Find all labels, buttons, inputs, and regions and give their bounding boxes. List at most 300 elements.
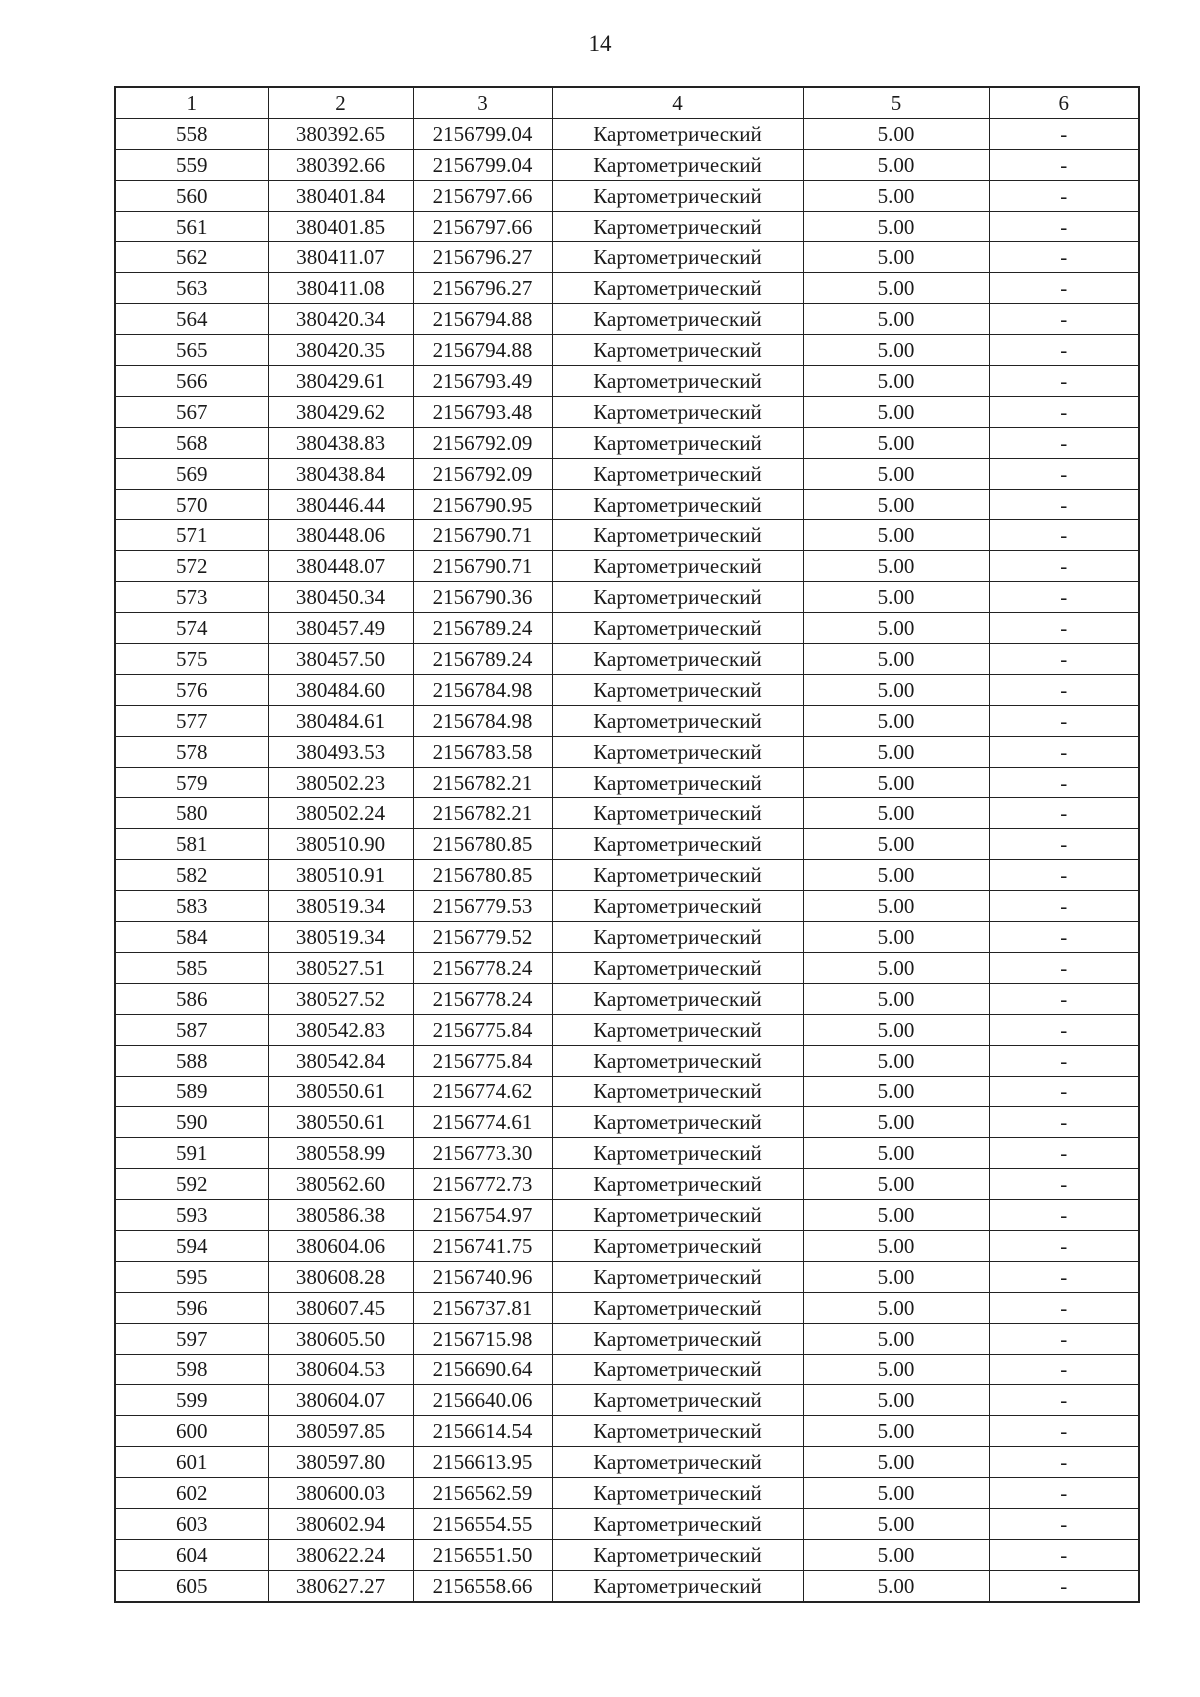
method-cell: Картометрический: [552, 767, 803, 798]
y-coordinate-cell: 2156789.24: [413, 644, 552, 675]
point-number-cell: 592: [115, 1169, 268, 1200]
point-number-cell: 576: [115, 674, 268, 705]
y-coordinate-cell: 2156793.49: [413, 366, 552, 397]
accuracy-cell: 5.00: [803, 427, 989, 458]
x-coordinate-cell: 380608.28: [268, 1261, 413, 1292]
y-coordinate-cell: 2156790.71: [413, 520, 552, 551]
y-coordinate-cell: 2156690.64: [413, 1354, 552, 1385]
y-coordinate-cell: 2156778.24: [413, 952, 552, 983]
y-coordinate-cell: 2156799.04: [413, 118, 552, 149]
method-cell: Картометрический: [552, 952, 803, 983]
x-coordinate-cell: 380604.06: [268, 1230, 413, 1261]
table-row: [115, 1169, 1139, 1200]
method-cell: Картометрический: [552, 489, 803, 520]
point-number-cell: 563: [115, 273, 268, 304]
table-body: [115, 118, 1139, 1601]
x-coordinate-cell: 380401.84: [268, 180, 413, 211]
accuracy-cell: 5.00: [803, 520, 989, 551]
table-row: [115, 1076, 1139, 1107]
point-number-cell: 567: [115, 396, 268, 427]
method-cell: Картометрический: [552, 1478, 803, 1509]
x-coordinate-cell: 380510.90: [268, 829, 413, 860]
y-coordinate-cell: 2156792.09: [413, 427, 552, 458]
point-number-cell: 597: [115, 1323, 268, 1354]
y-coordinate-cell: 2156613.95: [413, 1447, 552, 1478]
accuracy-cell: 5.00: [803, 118, 989, 149]
point-number-cell: 598: [115, 1354, 268, 1385]
method-cell: Картометрический: [552, 1539, 803, 1570]
table-row: [115, 1478, 1139, 1509]
method-cell: Картометрический: [552, 396, 803, 427]
x-coordinate-cell: 380622.24: [268, 1539, 413, 1570]
method-cell: Картометрический: [552, 458, 803, 489]
point-number-cell: 578: [115, 736, 268, 767]
description-cell: -: [989, 180, 1139, 211]
table-row: [115, 1045, 1139, 1076]
point-number-cell: 603: [115, 1508, 268, 1539]
accuracy-cell: 5.00: [803, 1570, 989, 1601]
description-cell: -: [989, 1200, 1139, 1231]
table-row: [115, 798, 1139, 829]
description-cell: -: [989, 613, 1139, 644]
point-number-cell: 586: [115, 983, 268, 1014]
y-coordinate-cell: 2156737.81: [413, 1292, 552, 1323]
accuracy-cell: 5.00: [803, 1014, 989, 1045]
x-coordinate-cell: 380420.35: [268, 335, 413, 366]
method-cell: Картометрический: [552, 983, 803, 1014]
coordinates-table: [114, 86, 1140, 1603]
point-number-cell: 570: [115, 489, 268, 520]
x-coordinate-cell: 380519.34: [268, 922, 413, 953]
column-header-1: 1: [115, 87, 268, 118]
x-coordinate-cell: 380429.62: [268, 396, 413, 427]
table-row: [115, 1508, 1139, 1539]
table-row: [115, 1014, 1139, 1045]
description-cell: -: [989, 458, 1139, 489]
accuracy-cell: 5.00: [803, 211, 989, 242]
column-header-5: 5: [803, 87, 989, 118]
table-row: [115, 1354, 1139, 1385]
y-coordinate-cell: 2156796.27: [413, 242, 552, 273]
table-row: [115, 1416, 1139, 1447]
y-coordinate-cell: 2156784.98: [413, 674, 552, 705]
table-row: [115, 1570, 1139, 1601]
method-cell: Картометрический: [552, 1138, 803, 1169]
point-number-cell: 585: [115, 952, 268, 983]
method-cell: Картометрический: [552, 1292, 803, 1323]
table-header: [115, 87, 1139, 118]
point-number-cell: 566: [115, 366, 268, 397]
table-row: [115, 1200, 1139, 1231]
y-coordinate-cell: 2156640.06: [413, 1385, 552, 1416]
x-coordinate-cell: 380438.84: [268, 458, 413, 489]
method-cell: Картометрический: [552, 1570, 803, 1601]
description-cell: -: [989, 1107, 1139, 1138]
table-row: [115, 242, 1139, 273]
y-coordinate-cell: 2156780.85: [413, 829, 552, 860]
description-cell: -: [989, 674, 1139, 705]
description-cell: -: [989, 644, 1139, 675]
accuracy-cell: 5.00: [803, 952, 989, 983]
accuracy-cell: 5.00: [803, 489, 989, 520]
method-cell: Картометрический: [552, 1014, 803, 1045]
x-coordinate-cell: 380607.45: [268, 1292, 413, 1323]
method-cell: Картометрический: [552, 1323, 803, 1354]
accuracy-cell: 5.00: [803, 644, 989, 675]
x-coordinate-cell: 380519.34: [268, 891, 413, 922]
accuracy-cell: 5.00: [803, 1539, 989, 1570]
y-coordinate-cell: 2156779.52: [413, 922, 552, 953]
description-cell: -: [989, 149, 1139, 180]
method-cell: Картометрический: [552, 335, 803, 366]
x-coordinate-cell: 380597.85: [268, 1416, 413, 1447]
method-cell: Картометрический: [552, 1230, 803, 1261]
table-row: [115, 427, 1139, 458]
point-number-cell: 594: [115, 1230, 268, 1261]
y-coordinate-cell: 2156562.59: [413, 1478, 552, 1509]
y-coordinate-cell: 2156784.98: [413, 705, 552, 736]
description-cell: -: [989, 1478, 1139, 1509]
point-number-cell: 577: [115, 705, 268, 736]
point-number-cell: 583: [115, 891, 268, 922]
description-cell: -: [989, 1230, 1139, 1261]
x-coordinate-cell: 380542.83: [268, 1014, 413, 1045]
method-cell: Картометрический: [552, 1447, 803, 1478]
point-number-cell: 600: [115, 1416, 268, 1447]
table-row: [115, 1230, 1139, 1261]
table-row: [115, 1107, 1139, 1138]
method-cell: Картометрический: [552, 427, 803, 458]
x-coordinate-cell: 380438.83: [268, 427, 413, 458]
method-cell: Картометрический: [552, 1107, 803, 1138]
accuracy-cell: 5.00: [803, 458, 989, 489]
y-coordinate-cell: 2156774.61: [413, 1107, 552, 1138]
description-cell: -: [989, 582, 1139, 613]
accuracy-cell: 5.00: [803, 705, 989, 736]
y-coordinate-cell: 2156551.50: [413, 1539, 552, 1570]
x-coordinate-cell: 380457.50: [268, 644, 413, 675]
accuracy-cell: 5.00: [803, 1385, 989, 1416]
accuracy-cell: 5.00: [803, 891, 989, 922]
point-number-cell: 581: [115, 829, 268, 860]
description-cell: -: [989, 489, 1139, 520]
accuracy-cell: 5.00: [803, 582, 989, 613]
table-row: [115, 366, 1139, 397]
accuracy-cell: 5.00: [803, 798, 989, 829]
description-cell: -: [989, 1539, 1139, 1570]
accuracy-cell: 5.00: [803, 1076, 989, 1107]
y-coordinate-cell: 2156796.27: [413, 273, 552, 304]
accuracy-cell: 5.00: [803, 674, 989, 705]
description-cell: -: [989, 273, 1139, 304]
table-row: [115, 582, 1139, 613]
table-row: [115, 952, 1139, 983]
accuracy-cell: 5.00: [803, 1230, 989, 1261]
point-number-cell: 599: [115, 1385, 268, 1416]
point-number-cell: 560: [115, 180, 268, 211]
table-row: [115, 674, 1139, 705]
accuracy-cell: 5.00: [803, 242, 989, 273]
point-number-cell: 575: [115, 644, 268, 675]
point-number-cell: 595: [115, 1261, 268, 1292]
method-cell: Картометрический: [552, 366, 803, 397]
point-number-cell: 562: [115, 242, 268, 273]
point-number-cell: 605: [115, 1570, 268, 1601]
description-cell: -: [989, 1508, 1139, 1539]
accuracy-cell: 5.00: [803, 551, 989, 582]
description-cell: -: [989, 1014, 1139, 1045]
table-row: [115, 767, 1139, 798]
y-coordinate-cell: 2156775.84: [413, 1045, 552, 1076]
x-coordinate-cell: 380446.44: [268, 489, 413, 520]
x-coordinate-cell: 380605.50: [268, 1323, 413, 1354]
x-coordinate-cell: 380457.49: [268, 613, 413, 644]
column-header-6: 6: [989, 87, 1139, 118]
method-cell: Картометрический: [552, 1169, 803, 1200]
point-number-cell: 574: [115, 613, 268, 644]
table-row: [115, 520, 1139, 551]
description-cell: -: [989, 1447, 1139, 1478]
y-coordinate-cell: 2156774.62: [413, 1076, 552, 1107]
y-coordinate-cell: 2156773.30: [413, 1138, 552, 1169]
x-coordinate-cell: 380448.07: [268, 551, 413, 582]
description-cell: -: [989, 1385, 1139, 1416]
accuracy-cell: 5.00: [803, 366, 989, 397]
table-row: [115, 891, 1139, 922]
point-number-cell: 565: [115, 335, 268, 366]
accuracy-cell: 5.00: [803, 736, 989, 767]
accuracy-cell: 5.00: [803, 1323, 989, 1354]
table-row: [115, 335, 1139, 366]
x-coordinate-cell: 380502.23: [268, 767, 413, 798]
method-cell: Картометрический: [552, 180, 803, 211]
description-cell: -: [989, 983, 1139, 1014]
y-coordinate-cell: 2156779.53: [413, 891, 552, 922]
table-row: [115, 860, 1139, 891]
method-cell: Картометрический: [552, 736, 803, 767]
accuracy-cell: 5.00: [803, 829, 989, 860]
table-row: [115, 1292, 1139, 1323]
y-coordinate-cell: 2156783.58: [413, 736, 552, 767]
y-coordinate-cell: 2156782.21: [413, 767, 552, 798]
description-cell: -: [989, 242, 1139, 273]
x-coordinate-cell: 380550.61: [268, 1076, 413, 1107]
x-coordinate-cell: 380527.51: [268, 952, 413, 983]
description-cell: -: [989, 829, 1139, 860]
x-coordinate-cell: 380586.38: [268, 1200, 413, 1231]
table-row: [115, 396, 1139, 427]
description-cell: -: [989, 551, 1139, 582]
method-cell: Картометрический: [552, 304, 803, 335]
point-number-cell: 564: [115, 304, 268, 335]
y-coordinate-cell: 2156754.97: [413, 1200, 552, 1231]
x-coordinate-cell: 380420.34: [268, 304, 413, 335]
accuracy-cell: 5.00: [803, 613, 989, 644]
method-cell: Картометрический: [552, 1385, 803, 1416]
description-cell: -: [989, 427, 1139, 458]
x-coordinate-cell: 380392.65: [268, 118, 413, 149]
table-row: [115, 644, 1139, 675]
point-number-cell: 559: [115, 149, 268, 180]
description-cell: -: [989, 798, 1139, 829]
method-cell: Картометрический: [552, 1508, 803, 1539]
accuracy-cell: 5.00: [803, 1447, 989, 1478]
method-cell: Картометрический: [552, 273, 803, 304]
method-cell: Картометрический: [552, 149, 803, 180]
x-coordinate-cell: 380627.27: [268, 1570, 413, 1601]
description-cell: -: [989, 1354, 1139, 1385]
description-cell: -: [989, 520, 1139, 551]
accuracy-cell: 5.00: [803, 180, 989, 211]
x-coordinate-cell: 380502.24: [268, 798, 413, 829]
column-header-4: 4: [552, 87, 803, 118]
table-row: [115, 736, 1139, 767]
x-coordinate-cell: 380527.52: [268, 983, 413, 1014]
y-coordinate-cell: 2156794.88: [413, 335, 552, 366]
point-number-cell: 602: [115, 1478, 268, 1509]
x-coordinate-cell: 380448.06: [268, 520, 413, 551]
x-coordinate-cell: 380550.61: [268, 1107, 413, 1138]
x-coordinate-cell: 380562.60: [268, 1169, 413, 1200]
table-row: [115, 983, 1139, 1014]
method-cell: Картометрический: [552, 1354, 803, 1385]
table-row: [115, 1138, 1139, 1169]
y-coordinate-cell: 2156780.85: [413, 860, 552, 891]
table-row: [115, 118, 1139, 149]
x-coordinate-cell: 380411.08: [268, 273, 413, 304]
method-cell: Картометрический: [552, 1076, 803, 1107]
accuracy-cell: 5.00: [803, 1045, 989, 1076]
point-number-cell: 582: [115, 860, 268, 891]
accuracy-cell: 5.00: [803, 922, 989, 953]
accuracy-cell: 5.00: [803, 149, 989, 180]
x-coordinate-cell: 380600.03: [268, 1478, 413, 1509]
description-cell: -: [989, 1138, 1139, 1169]
point-number-cell: 601: [115, 1447, 268, 1478]
table-row: [115, 922, 1139, 953]
point-number-cell: 568: [115, 427, 268, 458]
x-coordinate-cell: 380493.53: [268, 736, 413, 767]
accuracy-cell: 5.00: [803, 767, 989, 798]
x-coordinate-cell: 380604.53: [268, 1354, 413, 1385]
table-row: [115, 829, 1139, 860]
method-cell: Картометрический: [552, 798, 803, 829]
point-number-cell: 587: [115, 1014, 268, 1045]
y-coordinate-cell: 2156790.36: [413, 582, 552, 613]
y-coordinate-cell: 2156614.54: [413, 1416, 552, 1447]
table-row: [115, 551, 1139, 582]
table-row: [115, 1539, 1139, 1570]
point-number-cell: 579: [115, 767, 268, 798]
x-coordinate-cell: 380484.61: [268, 705, 413, 736]
point-number-cell: 561: [115, 211, 268, 242]
table-row: [115, 458, 1139, 489]
method-cell: Картометрический: [552, 1261, 803, 1292]
y-coordinate-cell: 2156778.24: [413, 983, 552, 1014]
description-cell: -: [989, 1169, 1139, 1200]
method-cell: Картометрический: [552, 520, 803, 551]
description-cell: -: [989, 705, 1139, 736]
point-number-cell: 604: [115, 1539, 268, 1570]
y-coordinate-cell: 2156793.48: [413, 396, 552, 427]
description-cell: -: [989, 118, 1139, 149]
accuracy-cell: 5.00: [803, 1354, 989, 1385]
y-coordinate-cell: 2156797.66: [413, 211, 552, 242]
method-cell: Картометрический: [552, 1200, 803, 1231]
table-row: [115, 149, 1139, 180]
method-cell: Картометрический: [552, 860, 803, 891]
column-header-2: 2: [268, 87, 413, 118]
x-coordinate-cell: 380401.85: [268, 211, 413, 242]
table-row: [115, 273, 1139, 304]
table-row: [115, 1385, 1139, 1416]
description-cell: -: [989, 922, 1139, 953]
accuracy-cell: 5.00: [803, 860, 989, 891]
table-row: [115, 1447, 1139, 1478]
accuracy-cell: 5.00: [803, 273, 989, 304]
y-coordinate-cell: 2156799.04: [413, 149, 552, 180]
method-cell: Картометрический: [552, 118, 803, 149]
accuracy-cell: 5.00: [803, 1478, 989, 1509]
method-cell: Картометрический: [552, 891, 803, 922]
x-coordinate-cell: 380429.61: [268, 366, 413, 397]
description-cell: -: [989, 1261, 1139, 1292]
description-cell: -: [989, 396, 1139, 427]
table-row: [115, 489, 1139, 520]
point-number-cell: 590: [115, 1107, 268, 1138]
y-coordinate-cell: 2156792.09: [413, 458, 552, 489]
y-coordinate-cell: 2156558.66: [413, 1570, 552, 1601]
accuracy-cell: 5.00: [803, 1416, 989, 1447]
x-coordinate-cell: 380604.07: [268, 1385, 413, 1416]
x-coordinate-cell: 380510.91: [268, 860, 413, 891]
point-number-cell: 591: [115, 1138, 268, 1169]
method-cell: Картометрический: [552, 829, 803, 860]
header-row: [115, 87, 1139, 118]
point-number-cell: 571: [115, 520, 268, 551]
accuracy-cell: 5.00: [803, 1508, 989, 1539]
description-cell: -: [989, 1323, 1139, 1354]
point-number-cell: 588: [115, 1045, 268, 1076]
x-coordinate-cell: 380558.99: [268, 1138, 413, 1169]
point-number-cell: 569: [115, 458, 268, 489]
y-coordinate-cell: 2156790.71: [413, 551, 552, 582]
accuracy-cell: 5.00: [803, 1292, 989, 1323]
description-cell: -: [989, 1416, 1139, 1447]
accuracy-cell: 5.00: [803, 396, 989, 427]
page-number: 14: [588, 31, 612, 56]
accuracy-cell: 5.00: [803, 983, 989, 1014]
y-coordinate-cell: 2156772.73: [413, 1169, 552, 1200]
accuracy-cell: 5.00: [803, 1107, 989, 1138]
description-cell: -: [989, 736, 1139, 767]
x-coordinate-cell: 380484.60: [268, 674, 413, 705]
table-row: [115, 304, 1139, 335]
x-coordinate-cell: 380542.84: [268, 1045, 413, 1076]
y-coordinate-cell: 2156775.84: [413, 1014, 552, 1045]
point-number-cell: 572: [115, 551, 268, 582]
description-cell: -: [989, 1045, 1139, 1076]
accuracy-cell: 5.00: [803, 304, 989, 335]
method-cell: Картометрический: [552, 551, 803, 582]
method-cell: Картометрический: [552, 613, 803, 644]
x-coordinate-cell: 380411.07: [268, 242, 413, 273]
table-row: [115, 1323, 1139, 1354]
point-number-cell: 580: [115, 798, 268, 829]
description-cell: -: [989, 767, 1139, 798]
x-coordinate-cell: 380597.80: [268, 1447, 413, 1478]
table-row: [115, 180, 1139, 211]
